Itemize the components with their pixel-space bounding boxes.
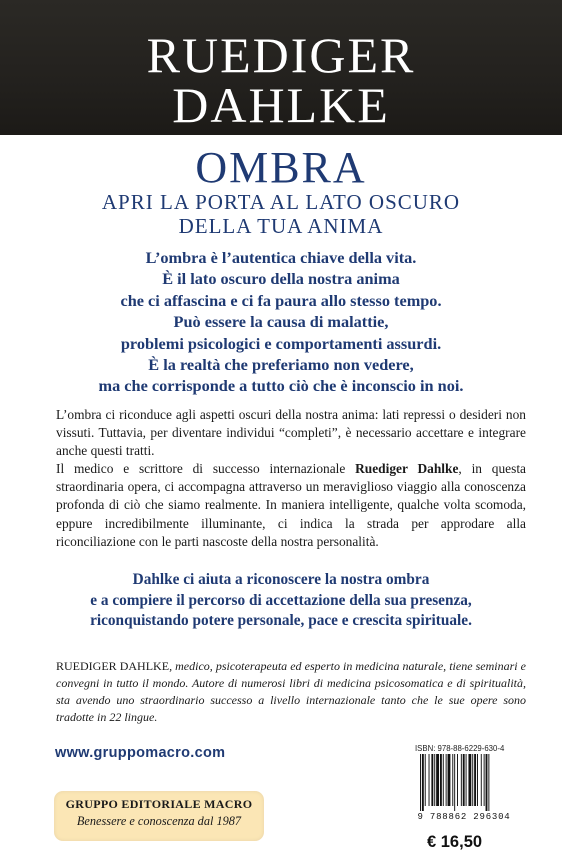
- book-title: OMBRA: [195, 143, 367, 192]
- author-name-bold: Ruediger Dahlke: [355, 461, 459, 477]
- bio-text: , medico, psicoterapeuta ed esperto in medicina naturale, tiene seminari e convegni in tutto il mondo. Autore di numerosi libri di medicina psicosomatica e di spiritualità, sta avendo uno straordinario successo a livello internazionale tanto che le sue opere sono tradotte in 22 lingue.: [56, 659, 526, 724]
- quote-line: problemi psicologici e comportamenti assurdi.: [120, 333, 442, 353]
- description-text: , in questa straordinaria opera, ci accompagna attraverso un meraviglioso viaggio alla conoscenza profonda di ciò che siamo realmente. In maniera intelligente, qualche volta scomoda, eppure incredibilmente illuminante, ci indica la strada per approdare alla riconciliazione con le parti nascoste della nostra personalità.: [56, 461, 526, 549]
- summary-line: Dahlke ci aiuta a riconoscere la nostra ombra: [132, 571, 430, 588]
- barcode-icon: [420, 754, 516, 811]
- quote-line: È la realtà che preferiamo non vedere,: [148, 355, 414, 375]
- publisher-website-link[interactable]: www.gruppomacro.com: [55, 745, 226, 761]
- intro-quote: [0, 247, 562, 397]
- quote-line: È il lato oscuro della nostra anima: [162, 269, 400, 289]
- description-text: Il medico e scrittore di successo internazionale: [56, 461, 356, 477]
- description: [56, 406, 526, 551]
- publisher-badge: [54, 791, 264, 841]
- quote-line: L’ombra è l’autentica chiave della vita.: [145, 248, 417, 267]
- summary-line: riconquistando potere personale, pace e crescita spirituale.: [90, 612, 472, 630]
- author-last-name: DAHLKE: [172, 77, 390, 133]
- book-subtitle-line1: APRI LA PORTA AL LATO OSCURO: [101, 190, 461, 214]
- quote-line: che ci affascina e ci fa paura allo stesso tempo.: [120, 290, 442, 310]
- quote-line: ma che corrisponde a tutto ciò che è inconscio in noi.: [98, 376, 464, 396]
- author-header: [0, 0, 562, 135]
- summary-highlight: [0, 570, 562, 632]
- price: € 16,50: [427, 833, 483, 851]
- description-paragraph-2: [56, 460, 526, 550]
- summary-line: e a compiere il percorso di accettazione della sua presenza,: [90, 591, 472, 609]
- publisher-tagline: Benessere e conoscenza dal 1987: [76, 814, 242, 828]
- isbn-label: ISBN: 978-88-6229-630-4: [415, 744, 505, 753]
- author-first-name: RUEDIGER: [146, 27, 416, 83]
- isbn-digits: 9 788862 296304: [417, 812, 511, 822]
- publisher-name: GRUPPO EDITORIALE MACRO: [65, 797, 253, 811]
- bio-author-name: RUEDIGER DAHLKE: [56, 659, 170, 673]
- quote-line: Può essere la causa di malattie,: [173, 312, 389, 332]
- author-bio: [56, 658, 526, 726]
- description-paragraph-1: L’ombra ci riconduce agli aspetti oscuri della nostra anima: lati repressi o desideri non vissuti. Tuttavia, per diventare individui “completi”, è necessario accettare e integrare anche questi tratti.: [56, 407, 526, 459]
- book-subtitle-line2: DELLA TUA ANIMA: [178, 214, 384, 238]
